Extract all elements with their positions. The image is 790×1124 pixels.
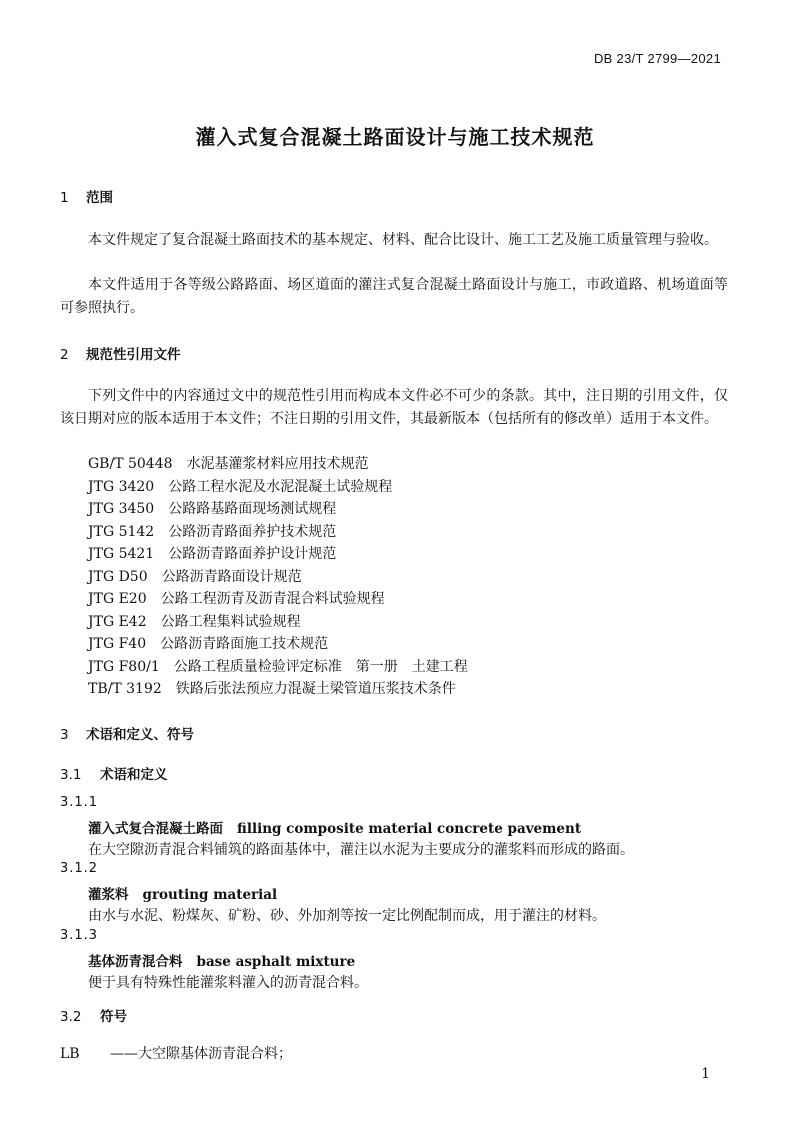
reference-code: JTG 5421: [88, 546, 155, 562]
paragraph: 本文件规定了复合混凝土路面技术的基本规定、材料、配合比设计、施工工艺及施工质量管理与验收。: [88, 232, 718, 248]
reference-code: JTG 3420: [88, 479, 155, 495]
document-title: 灌入式复合混凝土路面设计与施工技术规范: [195, 125, 595, 149]
reference-name: 水泥基灌浆材料应用技术规范: [186, 456, 369, 472]
term-en: grouting material: [142, 887, 278, 903]
reference-name: 公路沥青路面施工技术规范: [160, 636, 329, 652]
reference-item: [88, 678, 456, 698]
reference-name: 公路工程沥青及沥青混合料试验规程: [160, 591, 385, 607]
term-cn: 灌浆料: [88, 887, 129, 903]
reference-name: 公路路基路面现场测试规程: [168, 501, 337, 517]
reference-name: 公路工程质量检验评定标准 第一册 土建工程: [173, 659, 468, 675]
reference-item: [88, 588, 385, 608]
symbol-item: [60, 1043, 292, 1063]
reference-item: [88, 611, 301, 631]
reference-name: 公路沥青路面养护技术规范: [168, 524, 337, 540]
term-definition: 由水与水泥、粉煤灰、矿粉、砂、外加剂等按一定比例配制而成，用于灌注的材料。: [88, 908, 606, 924]
reference-item: [88, 656, 468, 676]
section-3-heading: [60, 723, 194, 743]
term-definition: 在大空隙沥青混合料铺筑的路面基体中，灌注以水泥为主要成分的灌浆料而形成的路面。: [88, 842, 634, 858]
subsection-3-2-heading: [60, 1005, 127, 1025]
reference-item: [88, 633, 328, 653]
reference-code: JTG E42: [88, 614, 147, 630]
reference-item: [88, 476, 392, 496]
term-heading: [88, 817, 581, 837]
reference-code: JTG E20: [88, 591, 147, 607]
term-number: 3.1.2: [60, 861, 99, 876]
section-number: 3: [60, 727, 69, 743]
term-cn: 基体沥青混合料: [88, 954, 183, 970]
reference-item: [88, 566, 302, 586]
subsection-title: 术语和定义: [100, 767, 168, 783]
term-heading: [88, 883, 277, 903]
document-code: DB 23/T 2799—2021: [593, 51, 721, 66]
section-title: 规范性引用文件: [86, 347, 181, 363]
term-number: 3.1.3: [60, 928, 99, 943]
reference-item: [88, 521, 336, 541]
reference-code: TB/T 3192: [88, 681, 162, 697]
reference-name: 公路工程集料试验规程: [160, 614, 301, 630]
symbol-description: ——大空隙基体沥青混合料；: [110, 1046, 292, 1062]
symbol: LB: [60, 1046, 80, 1062]
reference-code: JTG 3450: [88, 501, 155, 517]
reference-item: [88, 498, 336, 518]
section-number: 1: [60, 190, 69, 206]
term-definition: 便于具有特殊性能灌浆料灌入的沥青混合料。: [88, 975, 368, 991]
subsection-3-1-heading: [60, 763, 168, 783]
section-2-heading: [60, 343, 181, 363]
reference-name: 铁路后张法预应力混凝土梁管道压浆技术条件: [175, 681, 456, 697]
reference-name: 公路沥青路面设计规范: [161, 569, 302, 585]
section-number: 2: [60, 347, 69, 363]
section-title: 范围: [86, 190, 113, 206]
subsection-title: 符号: [100, 1009, 127, 1025]
reference-item: [88, 453, 369, 473]
term-heading: [88, 950, 355, 970]
subsection-number: 3.2: [60, 1009, 82, 1025]
term-en: base asphalt mixture: [196, 954, 356, 970]
section-1-heading: [60, 186, 113, 206]
paragraph: 本文件适用于各等级公路路面、场区道面的灌注式复合混凝土路面设计与施工，市政道路、机场道面等可参照执行。: [60, 277, 728, 316]
section-title: 术语和定义、符号: [86, 727, 194, 743]
subsection-number: 3.1: [60, 767, 82, 783]
reference-name: 公路沥青路面养护设计规范: [168, 546, 337, 562]
reference-code: JTG F40: [88, 636, 147, 652]
reference-code: JTG 5142: [88, 524, 155, 540]
paragraph: 下列文件中的内容通过文中的规范性引用而构成本文件必不可少的条款。其中，注日期的引用文件，仅该日期对应的版本适用于本文件；不注日期的引用文件，其最新版本（包括所有的修改单）适用于本文件。: [60, 388, 728, 427]
term-number: 3.1.1: [60, 795, 99, 810]
reference-item: [88, 543, 336, 563]
reference-code: JTG D50: [88, 569, 148, 585]
reference-code: GB/T 50448: [88, 456, 173, 472]
page-number: 1: [701, 1066, 710, 1082]
reference-code: JTG F80/1: [88, 659, 160, 675]
term-en: filling composite material concrete pavement: [237, 821, 582, 837]
reference-name: 公路工程水泥及水泥混凝土试验规程: [168, 479, 393, 495]
term-cn: 灌入式复合混凝土路面: [88, 821, 223, 837]
